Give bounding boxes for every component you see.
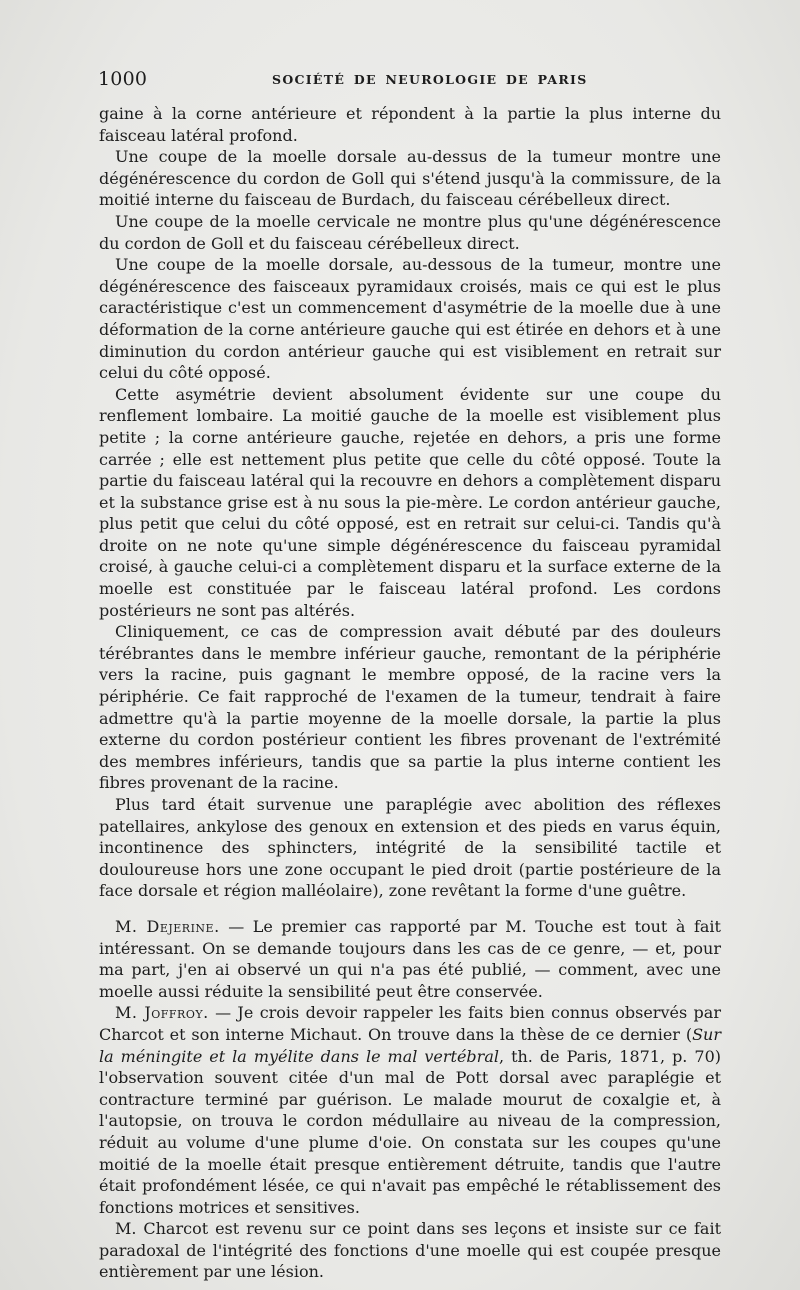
paragraph-dorsal-above: Une coupe de la moelle dorsale au-dessus de la tumeur montre une dégénérescence du cordon de Goll qui s'étend jusqu'à la commissure, de la moitié interne du faisceau de Burdach, du faisceau cérébelleux direct. [99, 147, 721, 210]
paragraph-charcot: M. Charcot est revenu sur ce point dans ses leçons et insiste sur ce fait paradoxal de l'intégrité des fonctions d'une moelle qui est coupée presque entièrement par une lésion. [99, 1219, 721, 1282]
paragraph-paraplegia: Plus tard était survenue une paraplégie avec abolition des réflexes patellaires, ankylose des genoux en extension et des pieds en varus équin, incontinence des sphincters, intégrité de la sensibilité tactile et douloureuse hors une zone occupant le pied droit (partie postérieure de la face dorsale et région malléolaire), zone revêtant la forme d'une guêtre. [99, 795, 721, 901]
page-number: 1000 [98, 68, 148, 90]
joffroy-remark-end: , th. de Paris, 1871, p. 70) l'observation souvent citée d'un mal de Pott dorsal avec paraplégie et contracture terminé par guérison. Le malade mourut de coxalgie et, à l'autopsie, on trouva le cordon médullaire au niveau de la compression, réduit au volume d'une plume d'oie. On constata sur les coupes qu'une moitié de la moelle était presque entièrement détruite, tandis que l'autre était profondément lésée, ce qui n'avait pas empêché le rétablissement des fonctions motrices et sensitives. [99, 1046, 721, 1217]
speaker-joffroy: M. Joffroy. [115, 1003, 209, 1023]
speaker-dejerine: M. Dejerine. [115, 916, 220, 936]
paragraph-dorsal-below: Une coupe de la moelle dorsale, au-dessous de la tumeur, montre une dégénérescence des faisceaux pyramidaux croisés, mais ce qui est le plus caractéristique c'est un commencement d'asymétrie de la moelle due à une déformation de la corne antérieure gauche qui est étirée en dehors et à une diminution du cordon antérieur gauche qui est visiblement en retrait sur celui du côté opposé. [99, 255, 721, 383]
section-gap [99, 902, 721, 916]
paragraph-joffroy [99, 1002, 721, 1218]
dejerine-remark: — Le premier cas rapporté par M. Touche est tout à fait intéressant. On se demande toujours dans les cas de ce genre, — et, pour ma part, j'en ai observé un qui n'a pas été publié, — comment, avec une moelle aussi réduite la sensibilité peut être conservée. [99, 916, 721, 1001]
paragraph-continuation: gaine à la corne antérieure et répondent à la partie la plus interne du faisceau latéral profond. [99, 104, 721, 145]
page-header [98, 68, 720, 96]
thesis-citation: Sur la méningite et la myélite dans le mal vertébral [99, 1024, 721, 1066]
paragraph-clinical: Cliniquement, ce cas de compression avait débuté par des douleurs térébrantes dans le membre inférieur gauche, remontant de la périphérie vers la racine, puis gagnant le membre opposé, de la racine vers la périphérie. Ce fait rapproché de l'examen de la tumeur, tendrait à faire admettre qu'à la partie moyenne de la moelle dorsale, la partie la plus externe du cordon postérieur contient les fibres provenant de l'extrémité des membres inférieurs, tandis que sa partie la plus interne contient les fibres provenant de la racine. [99, 622, 721, 793]
body-text [99, 103, 721, 1283]
paragraph-lumbar: Cette asymétrie devient absolument évidente sur une coupe du renflement lombaire. La moitié gauche de la moelle est visiblement plus petite ; la corne antérieure gauche, rejetée en dehors, a pris une forme carrée ; elle est nettement plus petite que celle du côté opposé. Toute la partie du faisceau latéral qui la recouvre en dehors a complètement disparu et la substance grise est à nu sous la pie-mère. Le cordon antérieur gauche, plus petit que celui du côté opposé, est en retrait sur celui-ci. Tandis qu'à droite on ne note qu'une simple dégénérescence du faisceau pyramidal croisé, à gauche celui-ci a complètement disparu et la surface externe de la moelle est constituée par le faisceau latéral profond. Les cordons postérieurs ne sont pas altérés. [99, 384, 721, 620]
paragraph-dejerine [99, 916, 721, 1002]
joffroy-remark-start: — Je crois devoir rappeler les faits bien connus observés par Charcot et son interne Michaut. On trouve dans la thèse de ce dernier ( [99, 1003, 721, 1044]
paragraph-cervical: Une coupe de la moelle cervicale ne montre plus qu'une dégénérescence du cordon de Goll et du faisceau cérébelleux direct. [99, 211, 721, 253]
running-head: SOCIÉTÉ DE NEUROLOGIE DE PARIS [272, 72, 588, 87]
